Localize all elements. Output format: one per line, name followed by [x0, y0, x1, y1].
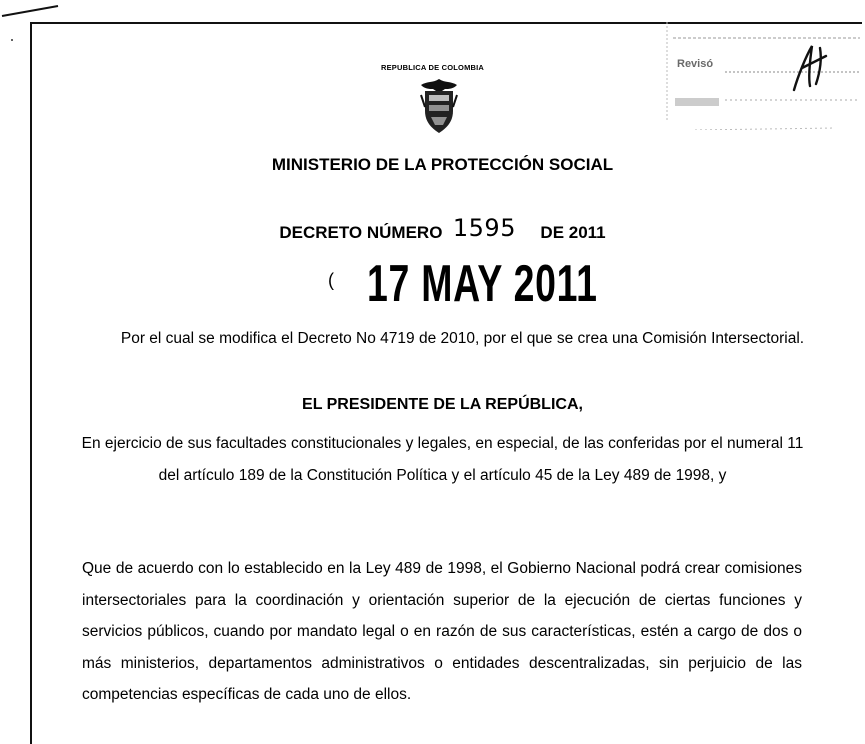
president-heading: EL PRESIDENTE DE LA REPÚBLICA,: [302, 396, 583, 413]
ministry-title: MINISTERIO DE LA PROTECCIÓN SOCIAL: [271, 155, 614, 174]
stray-paren-mark: (: [328, 270, 334, 290]
decree-number-line: [0, 216, 865, 244]
decree-year: DE 2011: [540, 223, 606, 242]
decree-number: 1595: [452, 214, 516, 242]
considering-paragraph: Que de acuerdo con lo establecido en la Ley 489 de 1998, el Gobierno Nacional podrá crear comisiones intersectoriales para la coordinación y orientación superior de la ejecución de ciertas funciones y servicios públicos, cuando por mandato legal o en razón de sus características, estén a cargo de dos o más ministerios, departamentos administrativos o entidades descentralizadas, sin perjuicio de las competencias específicas de cada uno de ellos.: [82, 560, 802, 703]
decree-label: DECRETO NÚMERO: [279, 223, 443, 242]
date-stamp: 17 MAY 2011: [367, 255, 598, 313]
country-header: REPUBLICA DE COLOMBIA: [380, 63, 485, 72]
decree-subject: Por el cual se modifica el Decreto No 4719 de 2010, por el que se crea una Comisión Intersectorial.: [120, 330, 805, 347]
coat-of-arms-icon: [419, 77, 459, 135]
review-stamp-label: Revisó: [677, 58, 714, 70]
powers-paragraph: En ejercicio de sus facultades constitucionales y legales, en especial, de las conferidas por el numeral 11 del artículo 189 de la Constitución Política y el artículo 45 de la Ley 489 de 1998, y: [81, 435, 804, 484]
